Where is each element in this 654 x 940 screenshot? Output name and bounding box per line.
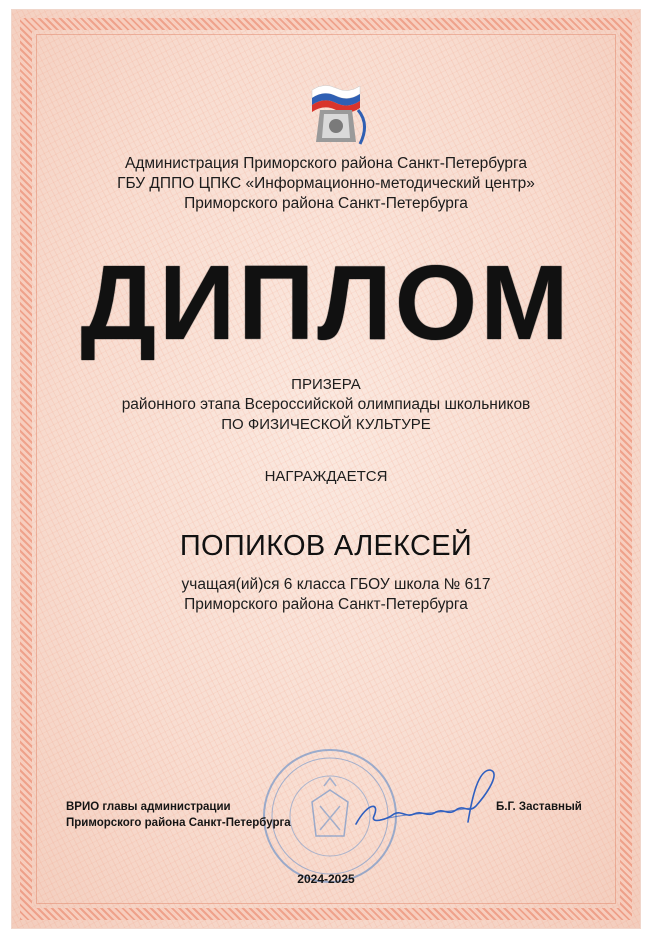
award-rank: ПРИЗЕРА — [291, 376, 361, 393]
recipient-district: Приморского района Санкт-Петербурга — [184, 596, 468, 613]
signatory-title-line-2: Приморского района Санкт-Петербурга — [66, 817, 291, 829]
recipient-school: учащая(ий)ся 6 класса ГБОУ школа № 617 — [181, 576, 491, 593]
award-event: районного этапа Всероссийской олимпиады школьников — [121, 396, 531, 413]
diploma-sheet — [12, 10, 640, 928]
olympiad-logo-icon — [300, 80, 374, 148]
award-subject: ПО ФИЗИЧЕСКОЙ КУЛЬТУРЕ — [221, 416, 431, 433]
issuer-line-2: ГБУ ДППО ЦПКС «Информационно-методический центр» — [117, 175, 535, 192]
issuer-line-3: Приморского района Санкт-Петербурга — [184, 195, 468, 212]
recipient-name: ПОПИКОВ АЛЕКСЕЙ — [179, 530, 473, 562]
signatory-name: Б.Г. Заставный — [496, 801, 582, 813]
diploma-title: ДИПЛОМ — [80, 244, 572, 362]
awarded-label: НАГРАЖДАЕТСЯ — [264, 468, 388, 485]
signature-icon — [350, 762, 520, 834]
issuer-line-1: Администрация Приморского района Санкт-Петербурга — [125, 155, 527, 172]
signatory-title-line-1: ВРИО главы администрации — [66, 801, 231, 813]
academic-year: 2024-2025 — [297, 872, 355, 886]
